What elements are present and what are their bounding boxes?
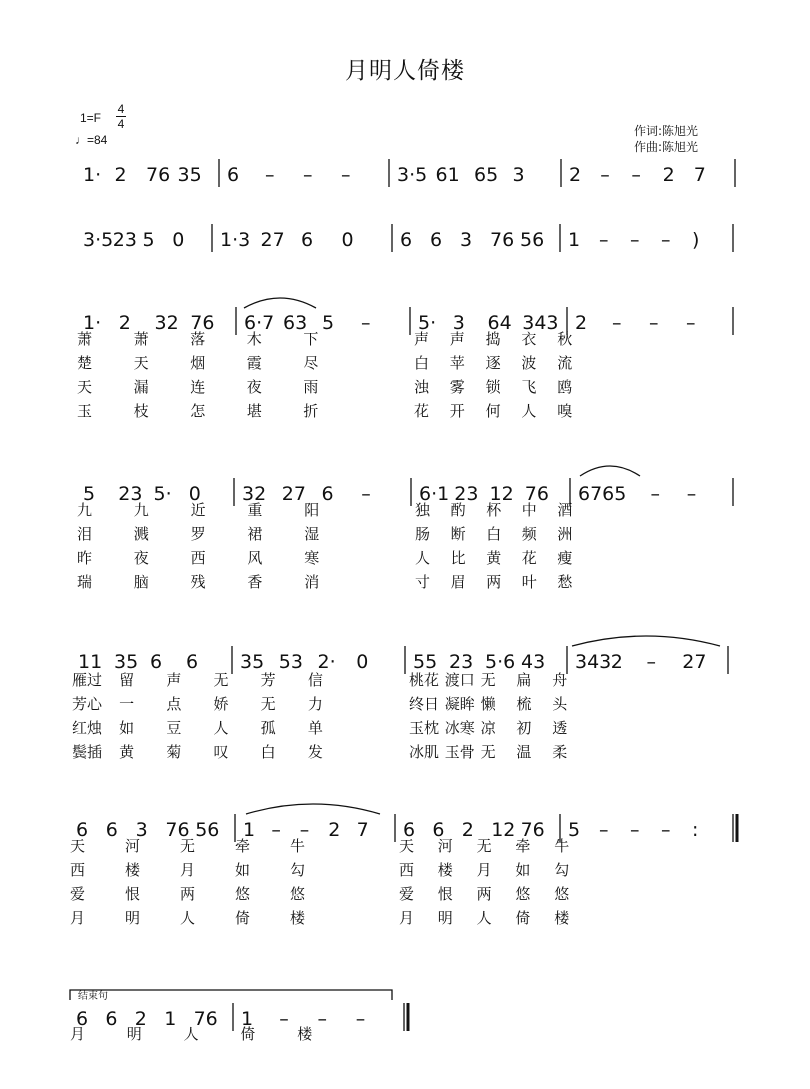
lyric-word: 两	[486, 573, 502, 591]
lyric-word: 落	[190, 330, 206, 348]
note: 5·	[418, 312, 437, 334]
lyric-word: 爱	[70, 885, 86, 903]
note: 1·	[83, 312, 102, 334]
lyric-word: 无	[213, 671, 229, 689]
lyric-word: 捣	[485, 330, 501, 348]
lyric-word: 悠	[515, 885, 531, 903]
lyric-word: 初	[516, 719, 532, 737]
lyric-word: 白	[414, 354, 430, 372]
lyric-word: 萧	[77, 330, 93, 348]
lyric-word: 白	[486, 525, 502, 543]
note: –	[317, 1008, 327, 1030]
lyric-word: 流	[557, 354, 573, 372]
lyric-word: 苹	[449, 354, 465, 372]
lyric-word: 香	[247, 573, 263, 591]
lyric-word: 花	[414, 402, 430, 420]
note: –	[686, 312, 696, 334]
note: 3	[460, 229, 473, 251]
lyric-word: 牵	[515, 837, 531, 855]
note: –	[299, 819, 310, 841]
note: 27	[260, 229, 285, 251]
note: 3	[135, 819, 148, 841]
note: 35	[240, 651, 265, 673]
note: 32	[154, 312, 179, 334]
lyric-word: 九	[77, 501, 93, 519]
ending-bracket	[70, 990, 392, 1000]
lyric-word: 浊	[414, 378, 430, 396]
lyric-word: 楼	[125, 861, 141, 879]
lyric-word: 眉	[450, 573, 466, 591]
note: 2	[328, 819, 341, 841]
lyric-word: 牛	[290, 837, 306, 855]
note: 0	[341, 229, 354, 251]
lyric-word: 黄	[119, 743, 135, 761]
note: 2	[114, 164, 127, 186]
lyric-word: 一	[119, 695, 135, 713]
lyric-word: 酒	[557, 501, 573, 519]
lyric-word: 中	[521, 501, 537, 519]
lyric-word: 玉	[77, 402, 93, 420]
note: 23	[454, 483, 479, 505]
lyric-word: 悠	[554, 885, 570, 903]
note: 6	[105, 1008, 118, 1030]
note: 2	[610, 651, 623, 673]
note: 55	[413, 651, 438, 673]
note: 1	[241, 1008, 254, 1030]
lyric-word: 凝眸	[444, 695, 475, 713]
lyric-word: 两	[476, 885, 492, 903]
note: 2·	[317, 651, 336, 673]
lyric-word: 无	[480, 743, 496, 761]
lyric-word: 何	[485, 402, 501, 420]
lyric-word: 舟	[552, 671, 568, 689]
note: 6	[186, 651, 199, 673]
lyric-word: 下	[303, 330, 319, 348]
lyric-word: 倚	[235, 909, 251, 927]
note: 56	[520, 229, 545, 251]
lyric-word: 牛	[554, 837, 570, 855]
lyric-word: 菊	[166, 743, 182, 761]
lyric-word: 点	[166, 695, 182, 713]
lyric-word: 玉骨	[444, 743, 475, 761]
note: 1	[164, 1008, 177, 1030]
lyric-word: 昨	[77, 549, 93, 567]
lyric-word: 脑	[133, 573, 149, 591]
note: 56	[195, 819, 220, 841]
note: 1	[568, 229, 581, 251]
note: :	[692, 819, 699, 841]
note: –	[630, 229, 640, 251]
lyric-word: 花	[521, 549, 537, 567]
note: 2	[134, 1008, 147, 1030]
note: –	[265, 164, 275, 186]
lyric-word: 河	[125, 837, 141, 855]
note: –	[600, 164, 610, 186]
lyric-word: 声	[414, 330, 430, 348]
lyric-word: 芳心	[72, 695, 103, 713]
lyric-word: 如	[235, 861, 251, 879]
lyric-word: 尽	[303, 354, 319, 372]
note: –	[661, 819, 671, 841]
lyric-word: 重	[247, 501, 263, 519]
lyric-word: 牵	[235, 837, 251, 855]
quarter-note-icon: ♩	[75, 133, 87, 147]
slur	[244, 298, 316, 308]
ending-label: 结束句	[78, 991, 108, 1002]
note: 6	[301, 229, 314, 251]
lyric-word: 桃花	[409, 671, 440, 689]
lyric-word: 逐	[485, 354, 501, 372]
lyric-word: 渡口	[444, 671, 475, 689]
note: –	[686, 483, 697, 505]
lyric-word: 天	[399, 837, 415, 855]
lyric-word: 懒	[480, 695, 496, 713]
note: –	[599, 229, 609, 251]
lyric-word: 楼	[437, 861, 453, 879]
lyric-word: 无	[476, 837, 492, 855]
lyric-word: 溅	[133, 525, 149, 543]
tempo-value: =84	[87, 133, 108, 147]
note: 343	[522, 312, 559, 334]
note: –	[361, 312, 371, 334]
lyric-word: 怎	[190, 402, 206, 420]
lyric-word: 折	[303, 402, 319, 420]
note: 76	[146, 164, 171, 186]
note: 5	[142, 229, 155, 251]
note: 6	[430, 229, 443, 251]
note: 61	[435, 164, 460, 186]
note: –	[271, 819, 281, 841]
lyric-word: 人	[180, 909, 196, 927]
note: –	[650, 483, 660, 505]
lyric-word: 频	[521, 525, 537, 543]
lyric-word: 单	[307, 719, 323, 737]
slur	[580, 466, 640, 476]
note: 3·5	[83, 229, 114, 251]
lyric-word: 烟	[190, 354, 206, 372]
note: 27	[281, 483, 306, 505]
note: 7	[693, 164, 706, 186]
lyric-word: 西	[70, 861, 86, 879]
key-signature: 1=F	[80, 111, 102, 125]
note: 43	[521, 651, 546, 673]
note: 6	[76, 819, 89, 841]
note: –	[303, 164, 313, 186]
lyric-word: 堪	[246, 402, 262, 420]
notes-layer	[76, 164, 706, 1030]
lyric-word: 楼	[554, 909, 570, 927]
note: 1	[243, 819, 256, 841]
lyric-word: 河	[437, 837, 453, 855]
lyric-word: 梳	[516, 695, 532, 713]
lyric-word: 开	[449, 402, 465, 420]
lyric-word: 西	[399, 861, 415, 879]
note: 35	[114, 651, 139, 673]
lyric-word: 波	[521, 354, 537, 372]
lyric-word: 楼	[290, 909, 306, 927]
lyric-word: 寒	[304, 549, 320, 567]
lyric-word: 玉枕	[409, 719, 440, 737]
note: 2	[575, 312, 588, 334]
lyric-word: 明	[125, 909, 141, 927]
lyric-word: 无	[480, 671, 496, 689]
lyric-word: 泪	[77, 525, 93, 543]
note: 3·5	[397, 164, 428, 186]
note: –	[631, 164, 641, 186]
lyric-word: 红烛	[72, 719, 103, 737]
lyric-word: 人	[521, 402, 537, 420]
lyric-word: 豆	[166, 719, 182, 737]
lyric-word: 温	[516, 743, 532, 761]
note: 0	[356, 651, 369, 673]
lyric-word: 月	[70, 1025, 86, 1043]
note: 6	[105, 819, 118, 841]
note: 7	[356, 819, 369, 841]
lyric-word: 白	[260, 743, 276, 761]
note: 3	[452, 312, 465, 334]
note: 1·3	[220, 229, 251, 251]
lyric-word: 勾	[554, 861, 570, 879]
lyric-word: 雁过	[72, 671, 103, 689]
note: –	[630, 819, 640, 841]
lyric-word: 残	[190, 573, 206, 591]
note: 6·7	[244, 312, 275, 334]
lyric-word: 凉	[480, 719, 496, 737]
note: –	[279, 1008, 289, 1030]
note: 6	[400, 229, 413, 251]
note: 27	[682, 651, 707, 673]
lyric-word: 月	[476, 861, 492, 879]
note: 2	[118, 312, 131, 334]
lyric-word: 头	[552, 695, 568, 713]
lyric-word: 夜	[246, 378, 262, 396]
note: 6	[150, 651, 163, 673]
note: 5	[83, 483, 96, 505]
note: 2	[461, 819, 474, 841]
lyric-word: 风	[247, 549, 263, 567]
note: 1·	[83, 164, 102, 186]
lyric-word: 衣	[521, 330, 537, 348]
note: 76	[490, 229, 515, 251]
lyric-word: 飞	[521, 378, 537, 396]
note: 76	[524, 483, 549, 505]
slur	[246, 804, 380, 814]
lyric-word: 发	[307, 743, 323, 761]
lyric-word: 寸	[415, 573, 431, 591]
note: 35	[177, 164, 202, 186]
lyric-word: 两	[180, 885, 196, 903]
lyric-word: 罗	[190, 525, 206, 543]
time-signature-top: 4	[117, 102, 125, 116]
note: –	[355, 1008, 366, 1030]
note: 6	[321, 483, 334, 505]
lyric-word: 天	[70, 837, 86, 855]
lyric-word: 夜	[133, 549, 149, 567]
note: 12	[489, 483, 514, 505]
lyric-word: 柔	[552, 743, 568, 761]
lyric-word: 近	[190, 501, 206, 519]
note: 65	[474, 164, 499, 186]
lyricist-credit: 作词:陈旭光	[634, 124, 699, 138]
note: –	[599, 819, 609, 841]
lyric-word: 天	[133, 354, 149, 372]
lyric-word: 黄	[486, 549, 502, 567]
note: 64	[487, 312, 512, 334]
lyric-word: 瑞	[77, 573, 93, 591]
note: 76	[165, 819, 190, 841]
note: 23	[118, 483, 143, 505]
lyric-word: 阳	[304, 501, 320, 519]
note: )	[692, 229, 700, 251]
lyric-word: 瘦	[557, 549, 573, 567]
lyric-word: 悠	[235, 885, 251, 903]
note: 76	[190, 312, 215, 334]
lyric-word: 愁	[557, 573, 573, 591]
note: 76	[193, 1008, 218, 1030]
lyric-word: 嗅	[557, 402, 573, 420]
lyric-word: 人	[183, 1025, 199, 1043]
note: 5	[568, 819, 581, 841]
note: –	[341, 164, 351, 186]
lyric-word: 冰寒	[444, 719, 475, 737]
lyric-word: 孤	[260, 719, 276, 737]
lyric-word: 力	[307, 695, 323, 713]
lyric-word: 月	[180, 861, 196, 879]
lyric-word: 雨	[303, 378, 319, 396]
lyric-word: 九	[133, 501, 149, 519]
lyric-word: 独	[415, 501, 431, 519]
composer-credit: 作曲:陈旭光	[634, 140, 699, 154]
note: 6	[76, 1008, 89, 1030]
lyric-word: 湿	[304, 525, 320, 543]
note: 23	[112, 229, 137, 251]
note: 23	[449, 651, 474, 673]
lyric-word: 裙	[247, 525, 263, 543]
note: 6	[403, 819, 416, 841]
note: –	[661, 229, 671, 251]
slur	[572, 636, 720, 646]
note: 3	[512, 164, 525, 186]
lyric-word: 透	[552, 719, 568, 737]
note: 0	[172, 229, 185, 251]
lyric-word: 倚	[240, 1025, 256, 1043]
lyric-word: 悠	[290, 885, 306, 903]
lyric-word: 酌	[450, 501, 466, 519]
lyric-word: 倚	[515, 909, 531, 927]
lyric-word: 恨	[125, 885, 141, 903]
note: –	[646, 651, 656, 673]
lyric-word: 漏	[133, 378, 149, 396]
lyric-word: 冰肌	[409, 743, 440, 761]
lyric-word: 信	[307, 671, 323, 689]
lyric-word: 连	[190, 378, 206, 396]
lyric-word: 枝	[133, 402, 149, 420]
note: 63	[283, 312, 308, 334]
lyric-word: 木	[246, 330, 262, 348]
note: 32	[242, 483, 267, 505]
note: 676	[578, 483, 615, 505]
note: 343	[575, 651, 612, 673]
lyric-word: 洲	[557, 525, 573, 543]
note: 0	[188, 483, 201, 505]
note: 5·6	[485, 651, 516, 673]
lyric-word: 爱	[399, 885, 415, 903]
note: 2	[569, 164, 582, 186]
lyric-word: 肠	[415, 525, 431, 543]
note: 6·1	[419, 483, 450, 505]
lyric-word: 扁	[516, 671, 532, 689]
lyric-word: 恨	[437, 885, 453, 903]
lyric-word: 霞	[246, 354, 262, 372]
lyric-word: 娇	[213, 695, 229, 713]
note: 5·	[153, 483, 172, 505]
lyric-word: 天	[77, 378, 93, 396]
song-title: 月明人倚楼	[345, 58, 465, 84]
lyric-word: 人	[476, 909, 492, 927]
note: 53	[278, 651, 303, 673]
note: 6	[227, 164, 240, 186]
lyric-word: 芳	[260, 671, 276, 689]
note: –	[612, 312, 622, 334]
lyric-word: 消	[304, 573, 320, 591]
lyric-word: 叶	[521, 573, 537, 591]
lyric-word: 月	[399, 909, 415, 927]
lyric-word: 勾	[290, 861, 306, 879]
lyric-word: 秋	[557, 330, 573, 348]
note: 5	[322, 312, 335, 334]
lyric-word: 终日	[409, 695, 440, 713]
lyric-word: 楚	[77, 354, 93, 372]
note: 5	[614, 483, 627, 505]
lyric-word: 月	[70, 909, 86, 927]
lyric-word: 锁	[485, 378, 501, 396]
lyric-word: 无	[260, 695, 276, 713]
lyric-word: 断	[450, 525, 466, 543]
note: 6	[432, 819, 445, 841]
lyric-word: 明	[437, 909, 453, 927]
note: 2	[662, 164, 675, 186]
lyric-word: 西	[190, 549, 206, 567]
note: –	[649, 312, 659, 334]
note: 11	[78, 651, 103, 673]
lyric-word: 如	[119, 719, 135, 737]
note: 12	[491, 819, 516, 841]
time-signature-bottom: 4	[117, 117, 125, 131]
lyric-word: 留	[119, 671, 135, 689]
lyric-word: 人	[213, 719, 229, 737]
note: –	[361, 483, 371, 505]
lyric-word: 萧	[133, 330, 149, 348]
lyric-word: 鬓插	[72, 743, 103, 761]
lyric-word: 无	[180, 837, 196, 855]
lyric-word: 人	[415, 549, 431, 567]
lyric-word: 杯	[486, 501, 502, 519]
lyric-word: 声	[166, 671, 182, 689]
lyric-word: 楼	[297, 1025, 313, 1043]
note: 76	[520, 819, 545, 841]
lyric-word: 鸥	[557, 378, 573, 396]
lyric-word: 明	[126, 1025, 142, 1043]
lyric-word: 比	[450, 549, 466, 567]
lyric-word: 声	[449, 330, 465, 348]
lyric-word: 叹	[213, 743, 229, 761]
lyric-word: 如	[515, 861, 531, 879]
lyric-word: 雾	[449, 378, 465, 396]
